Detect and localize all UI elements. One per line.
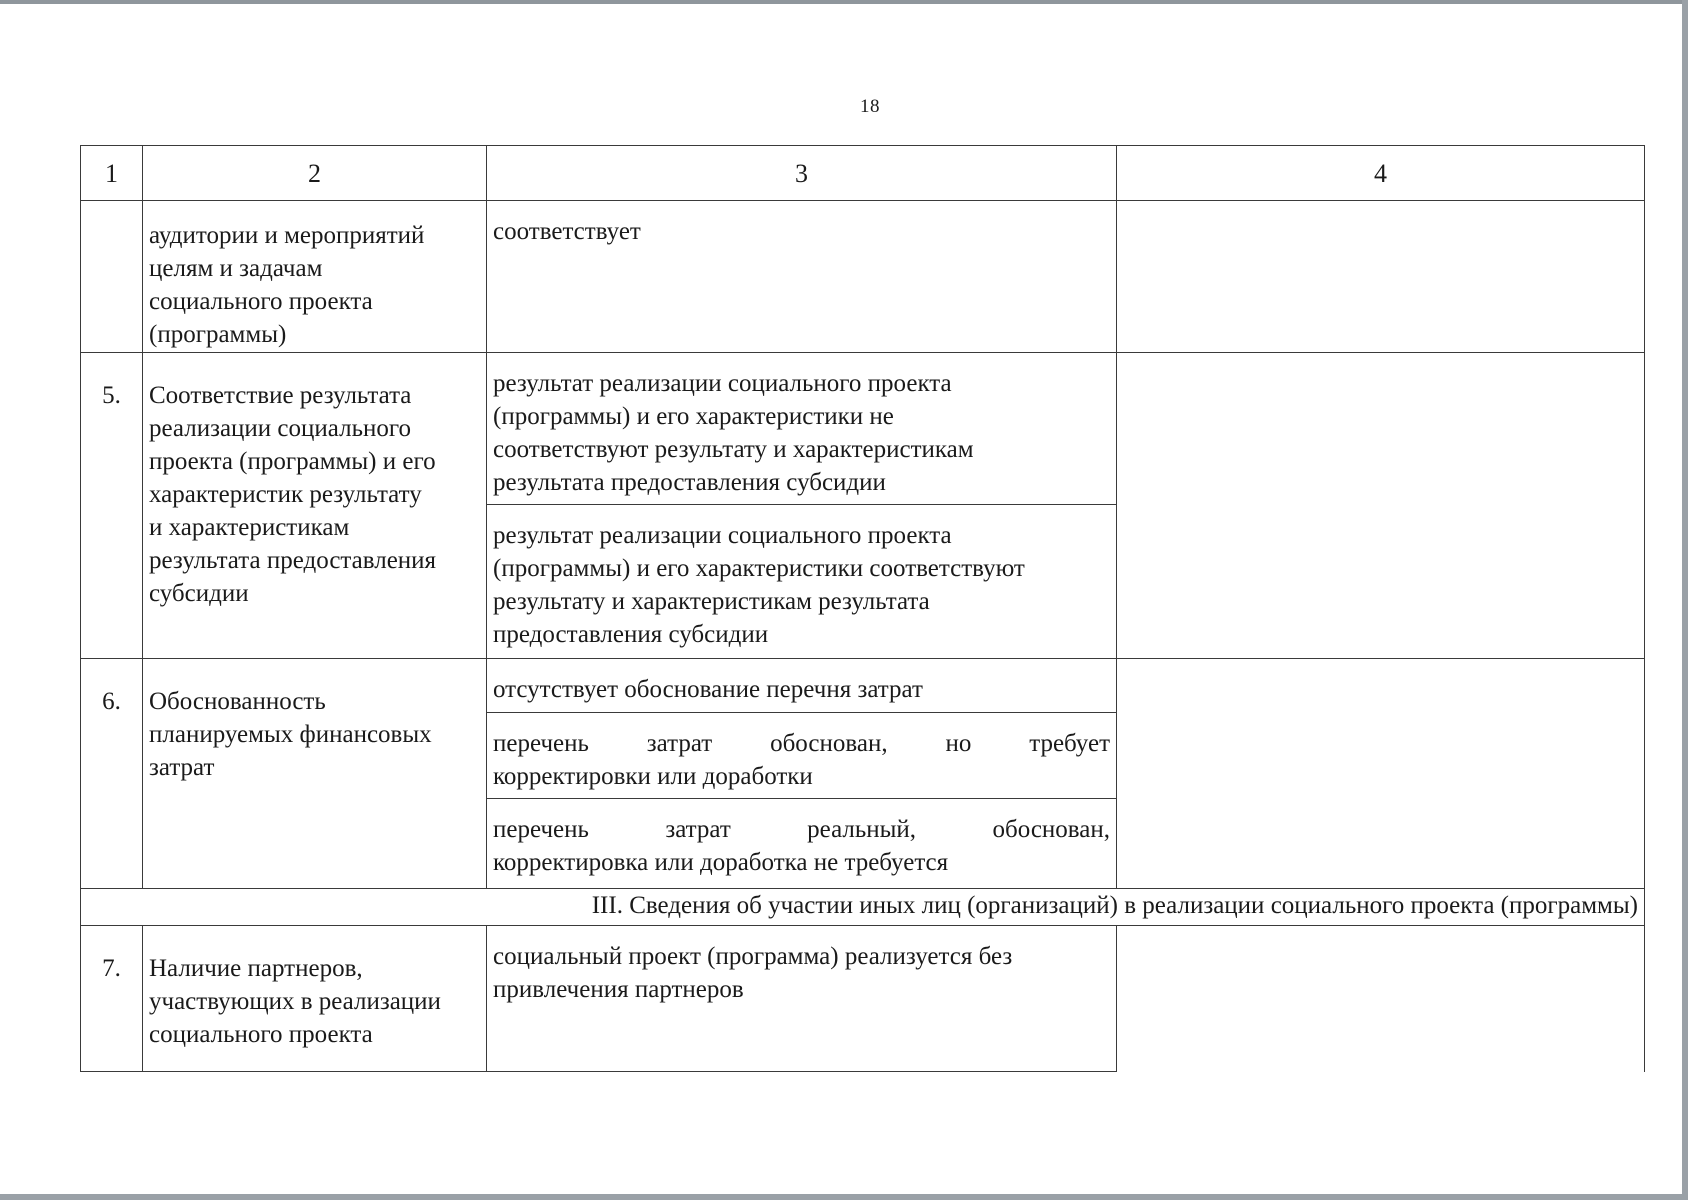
table-row-7 bbox=[81, 926, 1645, 1072]
score-cell bbox=[1117, 201, 1645, 353]
option-line: результат реализации социального проекта bbox=[493, 522, 952, 549]
option-line: результат реализации социального проекта bbox=[493, 370, 952, 397]
option-line: результата предоставления субсидии bbox=[493, 469, 886, 496]
criterion-line: характеристик результату bbox=[149, 481, 422, 508]
criterion-line: Наличие партнеров, bbox=[149, 955, 363, 982]
criterion-line: участвующих в реализации bbox=[149, 988, 441, 1015]
header-col-4: 4 bbox=[1117, 146, 1645, 201]
criterion-line: субсидии bbox=[149, 580, 249, 607]
criterion-line: целям и задачам bbox=[149, 255, 323, 282]
criterion-line: (программы) bbox=[149, 321, 287, 348]
row-number: 7. bbox=[81, 926, 143, 1072]
option-cell bbox=[487, 353, 1117, 505]
criterion-line: реализации социального bbox=[149, 415, 411, 442]
criterion-line: проекта (программы) и его bbox=[149, 448, 436, 475]
criteria-table bbox=[80, 145, 1645, 1072]
row-number-cell bbox=[81, 201, 143, 353]
option-line: перечень затрат обоснован, но требует bbox=[493, 730, 1110, 757]
section-row bbox=[81, 889, 1645, 926]
option-cell bbox=[487, 713, 1117, 799]
row-number: 5. bbox=[81, 353, 143, 659]
option-line: перечень затрат реальный, обоснован, bbox=[493, 816, 1110, 843]
criterion-line: аудитории и мероприятий bbox=[149, 222, 425, 249]
option-line: результату и характеристикам результата bbox=[493, 588, 930, 615]
table-row-continuation bbox=[81, 201, 1645, 353]
page-number: 18 bbox=[860, 96, 880, 117]
option-line: соответствуют результату и характеристикам bbox=[493, 436, 974, 463]
table-row-5 bbox=[81, 353, 1645, 505]
criterion-line: Обоснованность bbox=[149, 688, 326, 715]
option-cell bbox=[487, 799, 1117, 889]
table-row-6 bbox=[81, 659, 1645, 713]
criterion-line: социального проекта bbox=[149, 288, 373, 315]
option-line: (программы) и его характеристики не bbox=[493, 403, 894, 430]
criterion-line: затрат bbox=[149, 754, 215, 781]
option-cell bbox=[487, 505, 1117, 659]
scan-edge-bottom bbox=[0, 1194, 1688, 1200]
option-cell bbox=[487, 926, 1117, 1072]
option-line: корректировка или доработка не требуется bbox=[493, 849, 949, 876]
criterion-cell bbox=[143, 659, 487, 889]
criterion-line: планируемых финансовых bbox=[149, 721, 432, 748]
score-cell bbox=[1117, 353, 1645, 659]
criterion-line: Соответствие результата bbox=[149, 382, 412, 409]
criterion-line: результата предоставления bbox=[149, 547, 437, 574]
criterion-line: и характеристикам bbox=[149, 514, 350, 541]
row-number: 6. bbox=[81, 659, 143, 889]
criterion-line: социального проекта bbox=[149, 1021, 373, 1048]
header-col-2: 2 bbox=[143, 146, 487, 201]
scan-edge-top bbox=[0, 0, 1688, 4]
scan-edge-right bbox=[1682, 0, 1688, 1200]
header-col-1: 1 bbox=[81, 146, 143, 201]
option-line: корректировки или доработки bbox=[493, 763, 813, 790]
option-line: предоставления субсидии bbox=[493, 621, 769, 648]
score-cell bbox=[1117, 926, 1645, 1072]
option-cell: отсутствует обоснование перечня затрат bbox=[487, 659, 1117, 713]
option-line: социальный проект (программа) реализуется без bbox=[493, 943, 1013, 970]
option-cell: соответствует bbox=[487, 201, 1117, 353]
header-row bbox=[81, 146, 1645, 201]
criterion-cell bbox=[143, 926, 487, 1072]
option-line: привлечения партнеров bbox=[493, 976, 744, 1003]
criterion-cell bbox=[143, 201, 487, 353]
section-title: III. Сведения об участии иных лиц (организаций) в реализации социального проекта (программы) bbox=[81, 889, 1645, 926]
criterion-cell bbox=[143, 353, 487, 659]
header-col-3: 3 bbox=[487, 146, 1117, 201]
option-line: (программы) и его характеристики соответствуют bbox=[493, 555, 1025, 582]
score-cell bbox=[1117, 659, 1645, 889]
